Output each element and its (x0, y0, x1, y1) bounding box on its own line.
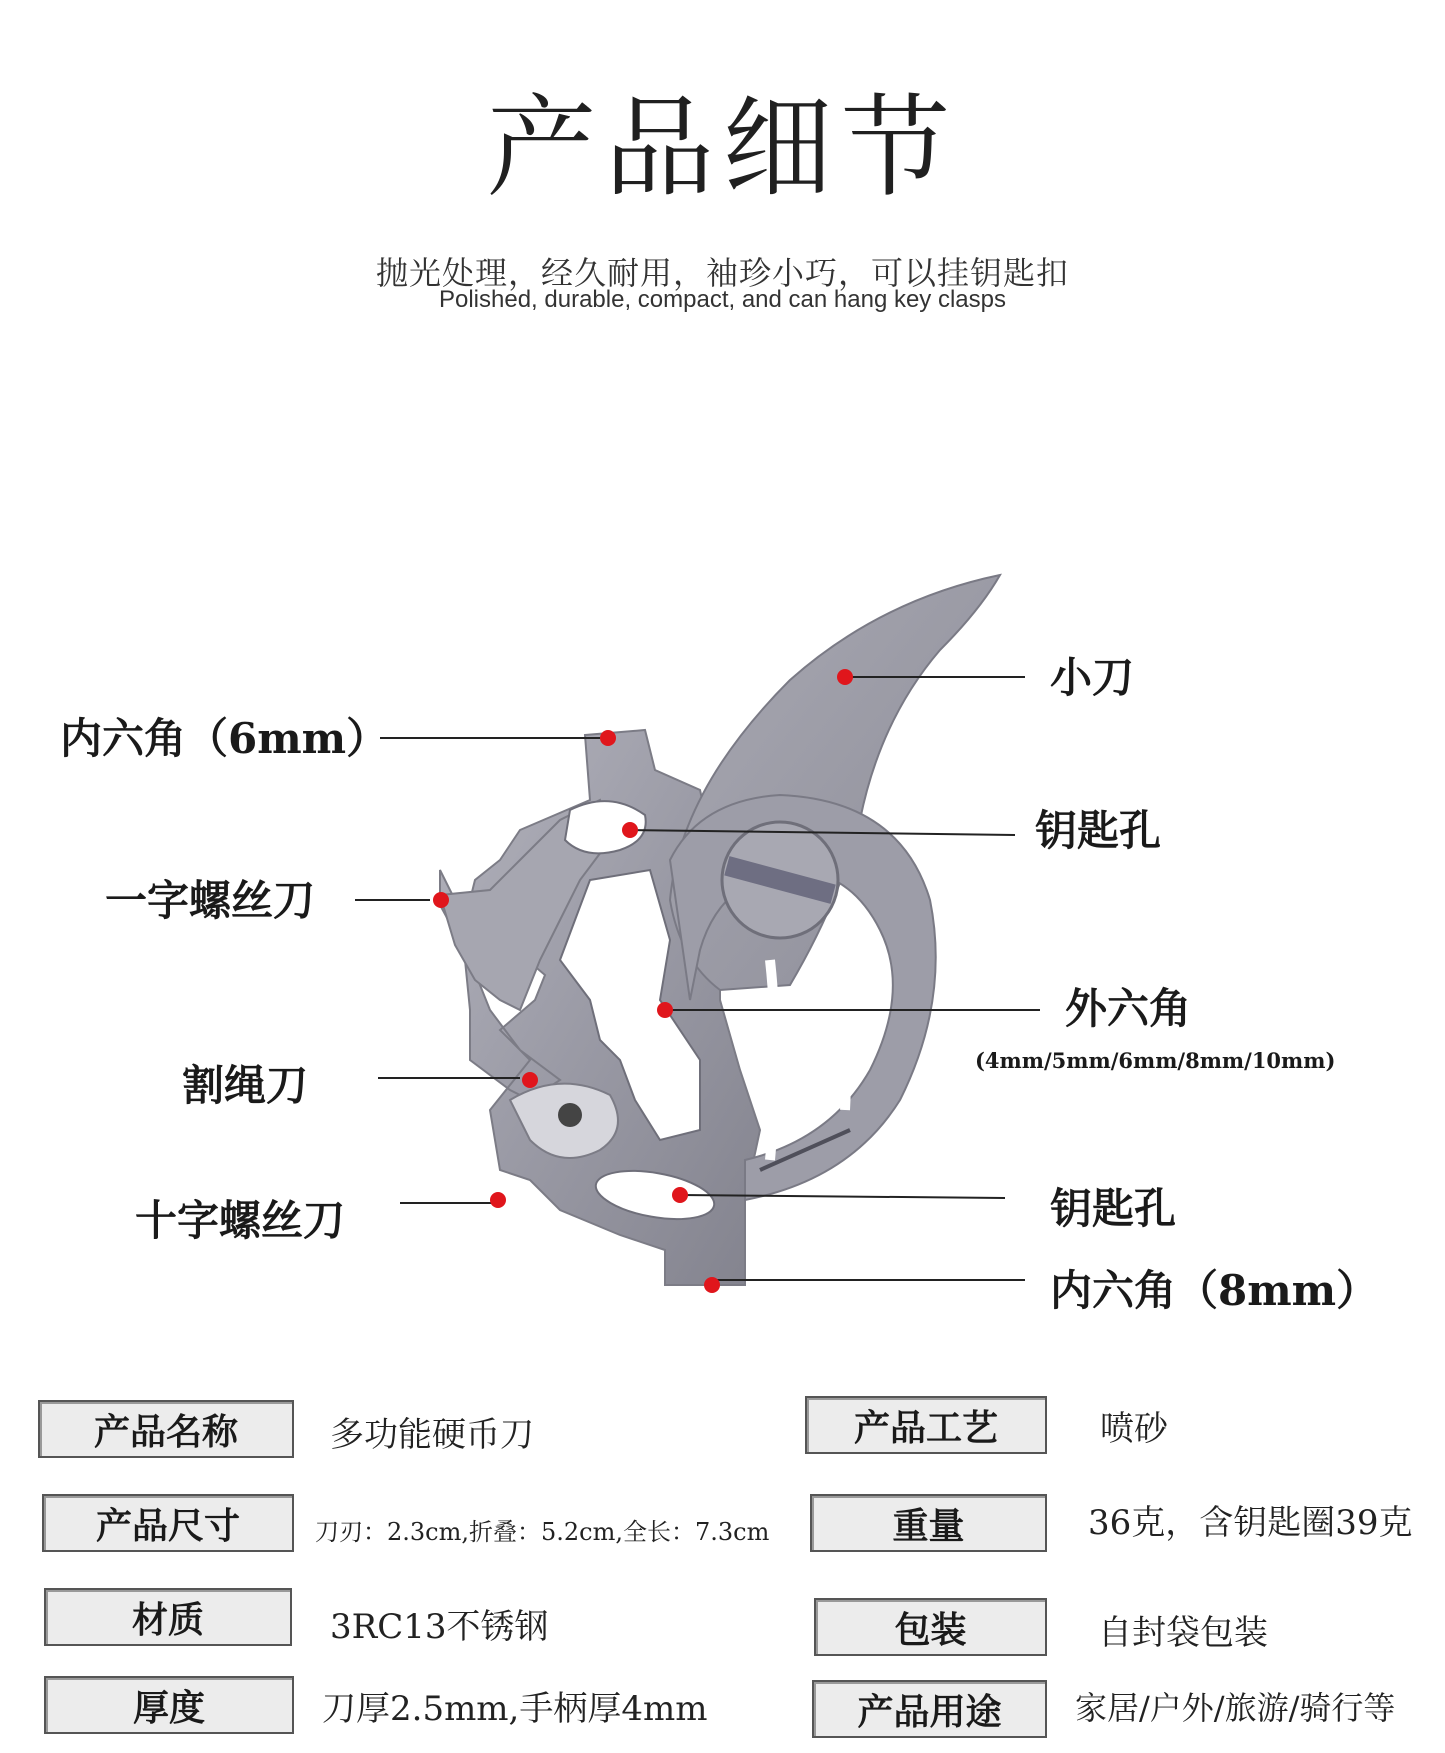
callout-hex-outer-sizes: (4mm/5mm/6mm/8mm/10mm) (975, 1048, 1336, 1073)
marker-dot (490, 1192, 506, 1208)
spec-label-thickness: 厚度 (44, 1676, 294, 1734)
spec-value-material: 3RC13不锈钢 (330, 1607, 549, 1647)
blade-shape (670, 575, 1000, 990)
spec-value-name: 多功能硬币刀 (330, 1415, 534, 1455)
callout-flat-screwdriver: 一字螺丝刀 (105, 876, 316, 925)
subtitle-chinese: 抛光处理，经久耐用，袖珍小巧，可以挂钥匙扣 (375, 254, 1069, 292)
marker-dot (837, 669, 853, 685)
page-title: 产品细节 (486, 84, 959, 212)
spec-label-name: 产品名称 (38, 1400, 294, 1458)
callout-hex-outer: 外六角 (1065, 984, 1192, 1033)
callout-small-knife: 小刀 (1050, 653, 1135, 702)
callout-keyhole-top: 钥匙孔 (1035, 806, 1162, 855)
subtitle-english: Polished, durable, compact, and can hang key clasps (438, 286, 1006, 313)
spec-value-package: 自封袋包装 (1098, 1613, 1268, 1653)
spec-value-thickness: 刀厚2.5mm,手柄厚4mm (322, 1689, 708, 1729)
marker-dot (657, 1002, 673, 1018)
handle-slot (770, 960, 775, 1160)
spec-value-weight: 36克，含钥匙圈39克 (1088, 1503, 1413, 1543)
callout-keyhole-bottom: 钥匙孔 (1050, 1184, 1177, 1233)
spec-label-size: 产品尺寸 (42, 1494, 294, 1552)
hex-screw-icon (558, 1103, 582, 1127)
marker-dot (600, 730, 616, 746)
spec-label-package: 包装 (814, 1598, 1047, 1656)
spec-label-weight: 重量 (810, 1494, 1047, 1552)
callout-hex-inner-6mm: 内六角（6mm） (60, 714, 389, 763)
spec-value-craft: 喷砂 (1100, 1409, 1168, 1449)
callout-rope-cutter: 割绳刀 (182, 1061, 309, 1110)
spec-label-craft: 产品工艺 (805, 1396, 1047, 1454)
callout-hex-inner-8mm: 内六角（8mm） (1050, 1266, 1379, 1315)
spec-value-usage: 家居/户外/旅游/骑行等 (1075, 1689, 1396, 1727)
marker-dot (672, 1187, 688, 1203)
marker-dot (433, 892, 449, 908)
handle-slot (820, 960, 846, 1110)
callout-cross-screwdriver: 十字螺丝刀 (135, 1196, 346, 1245)
spec-value-size: 刀刃：2.3cm,折叠：5.2cm,全长：7.3cm (315, 1518, 770, 1546)
spec-label-material: 材质 (44, 1588, 292, 1646)
spec-label-usage: 产品用途 (812, 1680, 1047, 1738)
marker-dot (704, 1277, 720, 1293)
marker-dot (522, 1072, 538, 1088)
marker-dot (622, 822, 638, 838)
